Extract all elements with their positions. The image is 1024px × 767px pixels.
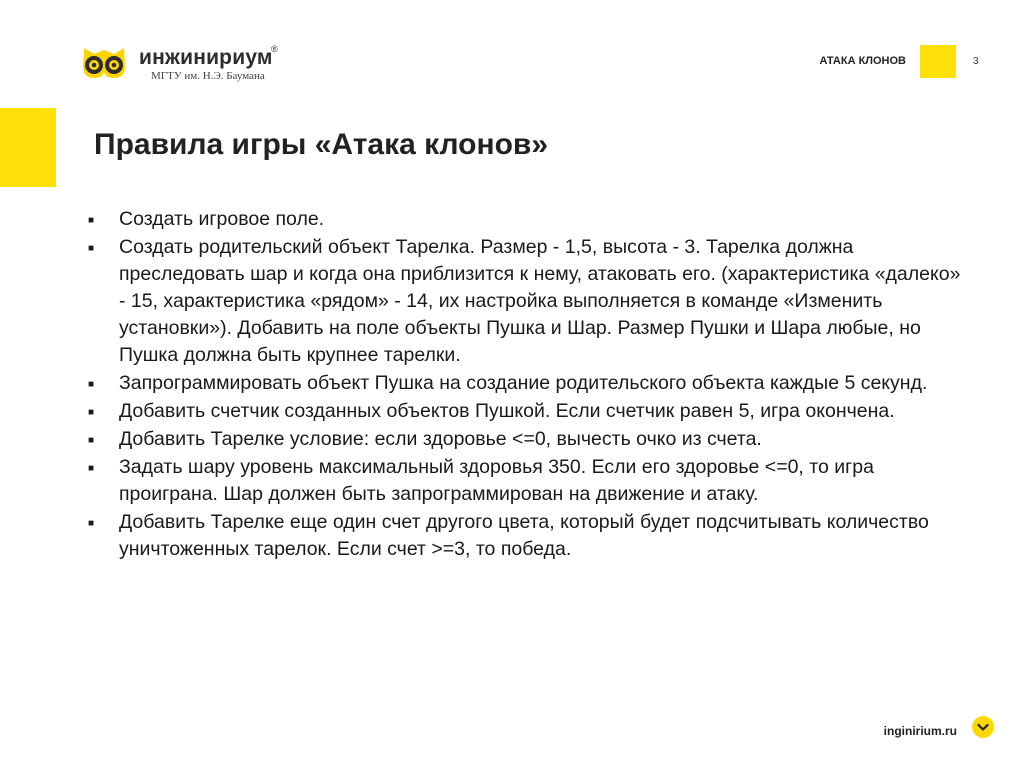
bullet-marker: ■	[88, 243, 95, 254]
rules-list	[88, 206, 968, 564]
owl-logo-icon	[79, 44, 129, 82]
list-item-text: Запрограммировать объект Пушка на создание родительского объекта каждые 5 секунд.	[119, 372, 928, 394]
list-item	[88, 509, 968, 563]
list-item-text: Задать шару уровень максимальный здоровья 350. Если его здоровье <=0, то игра проиграна. Шар должен быть запрограммирован на движение и атаку.	[119, 456, 874, 505]
next-button[interactable]	[972, 716, 994, 738]
brand-logo	[79, 44, 299, 84]
bullet-marker: ■	[88, 407, 95, 418]
list-item	[88, 234, 968, 369]
page-number: 3	[973, 56, 979, 67]
logo-registered-mark: ®	[271, 44, 278, 54]
chevron-down-icon	[972, 716, 994, 738]
section-label: АТАКА КЛОНОВ	[819, 55, 906, 67]
list-item	[88, 398, 968, 425]
list-item-text: Добавить счетчик созданных объектов Пушкой. Если счетчик равен 5, игра окончена.	[119, 400, 895, 422]
bullet-marker: ■	[88, 215, 95, 226]
list-item	[88, 370, 968, 397]
list-item-text: Добавить Тарелке еще один счет другого цвета, который будет подсчитывать количество уничтоженных тарелок. Если счет >=3, то победа.	[119, 511, 929, 560]
list-item	[88, 426, 968, 453]
header-accent-box	[920, 45, 956, 78]
bullet-marker: ■	[88, 518, 95, 529]
list-item-text: Создать родительский объект Тарелка. Размер - 1,5, высота - 3. Тарелка должна преследовать шар и когда она приблизится к нему, атаковать его. (характеристика «далеко» - 15, характеристика «рядом» - 14, их настройка выполняется в команде «Изменить установки»). Добавить на поле объекты Пушка и Шар. Размер Пушки и Шара любые, но Пушка должна быть крупнее тарелки.	[119, 236, 961, 366]
bullet-marker: ■	[88, 379, 95, 390]
slide-title: Правила игры «Атака клонов»	[94, 128, 549, 161]
logo-name: инжинириум	[139, 46, 273, 69]
bullet-marker: ■	[88, 435, 95, 446]
footer-url[interactable]: inginirium.ru	[883, 724, 957, 738]
list-item-text: Создать игровое поле.	[119, 208, 325, 230]
list-item	[88, 206, 968, 233]
list-item	[88, 454, 968, 508]
logo-subtitle: МГТУ им. Н.Э. Баумана	[151, 70, 265, 82]
list-item-text: Добавить Тарелке условие: если здоровье <=0, вычесть очко из счета.	[119, 428, 762, 450]
title-accent-bar	[0, 108, 56, 187]
bullet-marker: ■	[88, 463, 95, 474]
